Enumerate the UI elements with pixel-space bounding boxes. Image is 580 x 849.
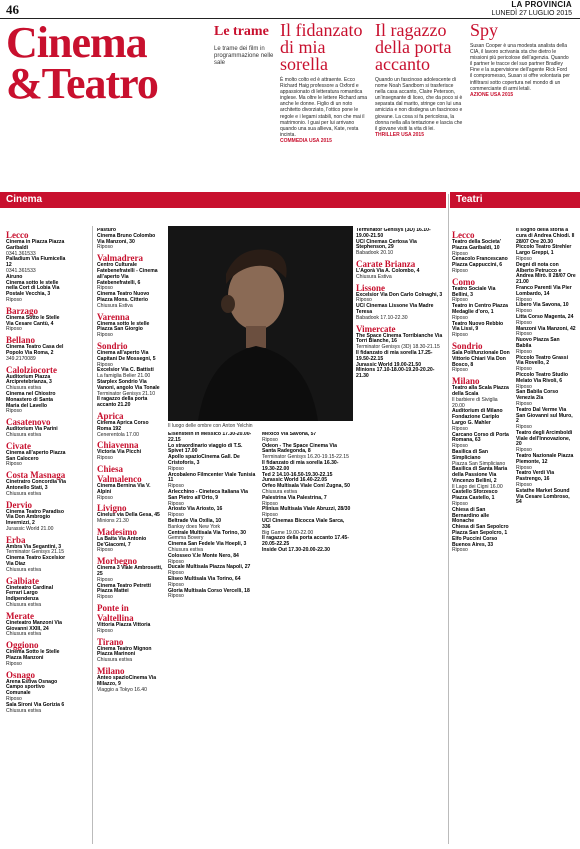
listing-column-3: [168, 432, 258, 842]
story-body: È molto colto ed è attraente. Ecco Richard Haig professore a Oxford e appassionato di letteratura romantica inglese. Ma oltre le lettere Richard ama anche le donne. Figlio di un noto architetto divorziato, l’ottico pone le regole e i legami stabili, non che mai il matrimonio. I guai per lui arrivano quando una sua allieva, Kate, resta incinta.: [280, 77, 367, 138]
city-heading: Milano: [452, 376, 480, 387]
venue-name: Cinema sotto le stelle Piazza San Giorgio: [97, 320, 150, 333]
venue-info: Riposo: [516, 447, 532, 454]
venue-info: Riposo: [356, 297, 372, 304]
venue-info: Terminator Genisys 16.20-19.15-22.15: [262, 454, 349, 461]
venue-name: Castello Sforzesco Piazza Castello, 1: [452, 489, 498, 502]
venue-name: Carcano Corso di Porta Romana, 63: [452, 431, 509, 444]
city-heading: Tirano: [97, 636, 124, 647]
venue-name: Eliseo Multisala Via Torino, 64: [168, 575, 241, 582]
venue-name: Beltrade Via Oxilia, 10: [168, 517, 222, 524]
venue-info: 349.2170089: [6, 355, 36, 362]
venue-name: Auditorium di Milano Fondazione Cariplo Largo G. Mahler: [452, 408, 503, 426]
venue-info: Riposo: [516, 255, 532, 262]
venue-name: Cinema Teatro Casa del Popolo Via Roma, 2: [6, 344, 64, 356]
venue-name: Teatro alla Scala Piazza della Scala: [452, 385, 509, 397]
venue-name: Centrale Multisala Via Torino, 30: [168, 529, 246, 536]
venue-name: Auditorium Piazza Arcipretebrianza, 3: [6, 373, 52, 386]
venue-name: Elfo Puccini Corso Buenos Aires, 33: [452, 535, 498, 548]
venue-info: Riposo: [452, 367, 468, 374]
venue-info: Chiusura estiva: [6, 707, 42, 714]
city-heading: Lissone: [356, 282, 386, 293]
venue-name: Cineteatro Cardinal Ferrari Largo Indipendenza: [6, 584, 53, 603]
venue-info: Chiusura estiva: [6, 385, 42, 392]
venue-name: Palladium Via Fiumicella 12: [6, 256, 66, 269]
venue-name: UCI Cinemas Lissone Via Madre Teresa: [356, 303, 434, 315]
city-heading: Chiavenna: [97, 440, 139, 451]
venue-name: Cinema Bruno Colombo Via Manzoni, 30: [97, 232, 156, 245]
city-heading: Aprica: [97, 410, 124, 421]
venue-name: Litta Corso Magenta, 24: [516, 313, 574, 320]
venue-info: Riposo: [516, 400, 532, 407]
venue-name: Gloria Multisala Corso Vercelli, 18: [168, 587, 250, 594]
venue-name: Ted 2 14.10-16.50-19.30-22.15: [262, 471, 333, 478]
city-heading: Carate Brianza: [356, 258, 416, 269]
venue-name: Jurassic World 16.40-22.05: [262, 477, 328, 484]
venue-name: Nuovo Piazza San Babila: [516, 337, 560, 349]
city-heading: Madesimo: [97, 526, 137, 537]
city-heading: Barzago: [6, 305, 38, 316]
city-heading: Morbegno: [97, 556, 137, 567]
city-heading: Lecco: [452, 230, 475, 240]
venue-info: Riposo: [97, 576, 113, 583]
issue-date: LUNEDÌ 27 LUGLIO 2015: [491, 10, 572, 17]
city-heading: Dervio: [6, 499, 32, 510]
venue-name: Ariosto Via Ariosto, 16: [168, 506, 223, 513]
venue-name: Eisenstein in Messico 17.30-20.00-22.15: [168, 432, 252, 443]
story-credit: COMMEDIA USA 2015: [280, 137, 332, 144]
venue-name: Piccolo Teatro Strehler Largo Greppi, 1: [516, 244, 572, 257]
venue-name: Cineteatro Manzoni Via Giovanni XXIII, 24: [6, 619, 62, 632]
story-credit: THRILLER USA 2015: [375, 131, 424, 138]
venue-info: Il Lago dei Cigni 16.00: [452, 483, 503, 490]
venue-name: Arcobaleno Filmcenter Viale Tunisia 11: [168, 471, 256, 484]
paper-name: LA PROVINCIA: [511, 0, 572, 9]
listing-column-4: [262, 432, 352, 842]
venue-name: Cinelux via Della Gesa, 45: [97, 512, 160, 519]
venue-name: Airuno: [6, 273, 23, 280]
venue-info: Chiusura estiva: [97, 657, 133, 664]
trame-blurb: Le trame dei film in programmazione nelle sale: [214, 46, 274, 66]
venue-name: Pasturo: [97, 228, 116, 233]
venue-name: Arena Estiva Osnago Campo sportivo Comunale: [6, 678, 58, 697]
venue-info: Riposo: [168, 593, 184, 600]
venue-name: Basilica di San Simpliciano: [452, 448, 488, 461]
city-heading: Galbiate: [6, 575, 39, 586]
venue-name: Teatro della Societa’ Piazza Garibaldi, 10: [452, 239, 501, 251]
venue-name: Excelsior Via Don Carlo Colnaghi, 3: [356, 291, 443, 298]
venue-info: Riposo: [516, 482, 532, 489]
venue-info: Riposo: [97, 361, 113, 368]
venue-info: Babadook 17.10-22.30: [356, 314, 408, 321]
venue-info: Chiusura estiva: [6, 631, 42, 638]
venue-name: Cinema sotto le stelle nella Cort di Lobia Via Postale Vecchia, 3: [6, 279, 60, 298]
venue-info: Riposo: [452, 547, 468, 554]
venue-name: Ducale Multisala Piazza Napoli, 27: [168, 564, 251, 571]
venue-name: Cinetratro Concordia Via Antonello Stati, 3: [6, 479, 66, 491]
film-photo: [168, 226, 353, 421]
venue-name: Franco Parenti Via Pier Lombardo, 14: [516, 284, 572, 297]
venue-name: La Baita Via Antonio De’Giacomi, 7: [97, 535, 147, 548]
photo-caption: Il luogo delle ombre con Anton Yelchin: [168, 423, 253, 429]
venue-name: Mexico Via Savona, 57: [262, 432, 317, 437]
venue-info: Chiusura estiva: [6, 490, 42, 497]
venue-name: Cinema Aprica Corso Roma 192: [97, 419, 149, 432]
city-heading: Costa Masnaga: [6, 470, 66, 481]
venue-info: Riposo: [6, 696, 22, 703]
venue-info: Riposo: [97, 547, 113, 554]
venue-info: Riposo: [97, 455, 113, 462]
venue-info: Riposo: [168, 465, 184, 472]
venue-info: Riposo: [97, 285, 113, 292]
story-body: Susan Cooper è una modesta analista della CIA, il lavoro scrivania sta che dietro le missioni più pericolose dell’agenzia. Quando il partner le tracce del suo partner Bradley Fine e la supervisione dell’agente Rick Ford il compromesso, Susan si offre volontaria per infiltrarsi sotto copertura nel mondo di un commerciante di armi letali.: [470, 43, 570, 92]
venue-info: Riposo: [6, 660, 22, 667]
venue-info: 0341.361533: [6, 267, 36, 274]
venue-info: Riposo: [516, 319, 532, 326]
venue-info: Riposo: [168, 558, 184, 565]
venue-name: Cinema Teatro Paradiso Via Don Ambrogio Invernizzi, 2: [6, 508, 64, 527]
listing-column-7: [516, 228, 576, 843]
venue-info: Riposo: [516, 331, 532, 338]
venue-name: Plinius Multisala Viale Abruzzi, 28/30: [262, 506, 351, 513]
venue-info: Riposo: [452, 297, 468, 304]
venue-info: Riposo: [97, 244, 113, 251]
venue-info: Riposo: [168, 500, 184, 507]
venue-name: Colosseo V.le Monte Nero, 84: [168, 552, 239, 559]
film-photo-art: [168, 226, 353, 421]
city-heading: Civate: [6, 440, 31, 451]
venue-name: Starplex Sondrio Via Vanoni, angolo Via Tonale: [97, 378, 160, 391]
city-heading: Milano: [97, 666, 125, 677]
venue-info: Viaggio a Tokyo 16.40: [97, 686, 147, 693]
city-heading: Lecco: [6, 230, 29, 240]
city-heading: Ponte in Valtellina: [97, 603, 134, 624]
venue-name: Cinema Teatro Petretti Piazza Mattei: [97, 582, 151, 595]
venue-name: Il fidanzato di mia sorella 17.25-19.50-22.15: [356, 349, 433, 362]
venue-info: Riposo: [6, 408, 22, 415]
venue-info: Riposo: [516, 424, 532, 431]
venue-info: Chiusura estiva: [168, 546, 204, 553]
venue-name: Piccolo Teatro Grassi Via Rovello, 2: [516, 354, 568, 367]
venue-info: Il barbiere di Siviglia 20.00: [452, 396, 498, 409]
masthead: [491, 1, 572, 18]
venue-name: Apollo spazioCinema Gall. De Cristoforis, 3: [168, 454, 240, 466]
venue-info: Minions 21.30: [97, 518, 129, 525]
venue-name: Arlecchino - Cineteca Italiana Via San Pietro all’Orto, 9: [168, 488, 249, 501]
venue-info: Riposo: [516, 464, 532, 471]
listing-column-2: [97, 228, 163, 843]
venue-info: Riposo: [452, 314, 468, 321]
venue-name: Victoria Via Picchi: [97, 449, 141, 456]
venue-info: Riposo: [516, 383, 532, 390]
venue-name: Ambra Via Segantini, 3: [6, 543, 62, 550]
venue-info: Riposo: [262, 436, 278, 443]
venue-name: Il sogno della storia a cura di Andrea Chiodi. Il 28/07 Ore 20.30: [516, 228, 575, 245]
city-heading: Como: [452, 276, 475, 287]
venue-info: Riposo: [168, 512, 184, 519]
city-heading: Bellano: [6, 335, 36, 346]
venue-name: Orfeo Multisala Viale Coni Zugna, 50: [262, 483, 350, 490]
venue-name: Cinema Teatro Mignon Piazza Marinoni: [97, 645, 152, 658]
venue-info: Chiusura Estiva: [356, 273, 392, 280]
venue-info: Banksy does New York: [168, 523, 221, 530]
venue-info: Chiusura estiva: [262, 488, 298, 495]
page-header: [0, 0, 580, 19]
venue-name: Lo straordinario viaggio di T.S. Spivet 17.00: [168, 442, 243, 455]
venue-info: 0341.361533: [6, 250, 36, 257]
story-title: Il fidanzato di mia sorella: [280, 20, 363, 74]
venue-name: Chiesa di San Sepolcro Piazza San Sepolcro, 1: [452, 524, 509, 537]
venue-info: Terminator Genisys 21.15: [6, 549, 65, 556]
city-heading: Chiesa Valmalenco: [97, 463, 142, 484]
section-title-line2: &Teatro: [6, 59, 158, 108]
listing-column-6: [452, 228, 510, 843]
venue-name: San Babila Corso Venezia 2/a: [516, 389, 559, 402]
city-heading: Sondrio: [97, 340, 128, 351]
venue-name: Minions 17.10-18.00-19.20-20.20-21.30: [356, 367, 435, 380]
cinema-band: Cinema: [0, 192, 446, 208]
trame-heading: Le trame: [214, 24, 269, 39]
venue-info: Chiusura Estiva: [97, 302, 133, 309]
venue-name: Il ragazzo della porta accanto 17.45-20.05-22.25: [262, 535, 349, 548]
venue-name: Chiesa di San Bernardino alle Monache: [452, 506, 490, 525]
venue-info: Riposo: [452, 332, 468, 339]
venue-name: Excelsior Via C. Battisti: [97, 367, 154, 374]
column-divider: [92, 226, 93, 844]
venue-info: Riposo: [516, 366, 532, 373]
venue-name: Teatro Sociale Via Bellini, 3: [452, 285, 496, 298]
venue-info: Piazza San Simpliciano: [452, 460, 506, 467]
venue-name: Terminator Genisys (3D) 16.10-19.00-21.50: [356, 228, 431, 239]
venue-name: Il fidanzato di mia sorella 16.30-19.30-22.00: [262, 459, 339, 472]
venue-name: Piccolo Teatro Studio Melato Via Rivoli, 6: [516, 371, 568, 384]
venue-name: Teatro Dal Verme Via San Giovanni sul Muro, 2: [516, 406, 573, 425]
venue-name: Cinema Bernina Via V. Alpini: [97, 482, 151, 495]
venue-name: Teatro in Centro Piazza Medaglie d’oro, 1: [452, 303, 508, 315]
venue-name: Cenacolo Francescano Piazza Cappuccini, 6: [452, 256, 508, 269]
venue-info: Jurassic World 21.00: [6, 525, 54, 532]
venue-name: Jurassic World 19.00-21.50: [356, 361, 422, 368]
venue-name: Sala Sironi Via Gorizia 6: [6, 701, 65, 708]
venue-name: Il ragazzo della porta accanto 21.20: [97, 396, 148, 409]
venue-name: Cinema all’aperto Piazza San Calocero: [6, 449, 66, 462]
column-divider: [448, 194, 449, 844]
venue-name: Inside Out 17.30-20.00-22.30: [262, 546, 330, 553]
venue-name: Palestrina Via Palestrina, 7: [262, 494, 327, 501]
story-2: [375, 22, 463, 138]
venue-name: Cinema nel Chiostro Monastero di Santa Maria del Lavello: [6, 390, 56, 409]
city-heading: Varenna: [97, 311, 130, 322]
venue-name: L’Agorà Via A. Colombo, 4: [356, 267, 420, 274]
venue-info: Riposo: [6, 326, 22, 333]
story-3: [470, 22, 570, 98]
listing-column-5: [356, 228, 444, 843]
page-number: 46: [6, 2, 19, 17]
venue-info: Riposo: [452, 443, 468, 450]
venue-name: Centro Culturale Fatebenefratelli - Cinema all’aperto Via Fatebenefratelli, 6: [97, 262, 158, 286]
city-heading: Casatenovo: [6, 417, 51, 428]
story-credit: AZIONE USA 2015: [470, 91, 514, 98]
venue-info: Riposo: [452, 501, 468, 508]
city-heading: Valmadrera: [97, 253, 143, 264]
venue-name: Odeon - The Space Cinema Via Santa Radegonda, 8: [262, 442, 337, 455]
venue-name: Cinema in Piazza Piazza Garibaldi: [6, 239, 65, 251]
venue-name: Basilica di Santa Maria della Passione Via Vincenzo Bellini, 2: [452, 466, 508, 484]
venue-name: Teatro Verdi Via Pastrengo, 16: [516, 470, 555, 483]
venue-name: Teatro Nuovo Rebbio Via Lissi, 9: [452, 320, 504, 333]
venue-info: Riposo: [516, 348, 532, 355]
venue-info: Riposo: [6, 461, 22, 468]
story-body: Quando un fascinoso adolescente di nome Noah Sandborn si trasferisce nella casa accanto, Claire Peterson, un’insegnante di liceo, che da poco si è separata dal marito, stringe con lui una amicizia e non disdegna un fascinoso e giovane. La cosa si fa pericolosa, la donna nella alla tentazione e lascia che il giovane visiti la vita di lei.: [375, 77, 463, 132]
city-heading: Sondrio: [452, 340, 483, 351]
city-heading: Livigno: [97, 503, 127, 514]
venue-info: Big Game 19.00-22.00: [262, 529, 314, 536]
venue-info: Gemma Bovery: [168, 535, 204, 542]
venue-name: Estathe Market Sound Via Cesare Lombroso, 54: [516, 487, 570, 506]
venue-name: Cinema San Fedele Via Hoepli, 3: [168, 541, 247, 548]
section-title: [6, 18, 158, 108]
story-title: Spy: [470, 20, 499, 40]
venue-name: Degni di nota con Alberto Petrucco e Andrea Mirò. Il 28/07 Ore 21.00: [516, 261, 576, 286]
city-heading: Oggiono: [6, 640, 39, 651]
venue-info: Chiusura estiva: [6, 566, 42, 573]
venue-info: Chiusura estiva: [6, 431, 42, 438]
venue-info: Riposo: [97, 494, 113, 501]
venue-info: Terminator Genisys 21.10: [97, 390, 156, 397]
venue-info: Riposo: [516, 308, 532, 315]
venue-name: Cinema Sotto le Stelle Via Cesare Cantù, 4: [6, 314, 60, 327]
venue-info: Riposo: [97, 627, 113, 634]
story-1: [280, 22, 368, 144]
venue-name: UCI Cinemas Certosa Via Stephenson, 29: [356, 238, 417, 251]
teatri-band: Teatri: [450, 192, 580, 208]
city-heading: Calolziocorte: [6, 364, 57, 375]
venue-info: Riposo: [6, 296, 22, 303]
venue-info: Riposo: [452, 425, 468, 432]
venue-info: Riposo: [97, 594, 113, 601]
venue-name: Anteo spazioCinema Via Milazzo, 9: [97, 675, 157, 687]
venue-name: Teatro Nazionale Piazza Piemonte, 12: [516, 453, 574, 465]
venue-info: Riposo: [452, 267, 468, 274]
venue-info: Babadook 20.10: [356, 250, 394, 257]
listing-column-1: [6, 228, 66, 843]
venue-info: Riposo: [97, 332, 113, 339]
venue-info: Chiusura estiva: [6, 602, 42, 609]
section-title-line1: Cinema: [6, 18, 147, 67]
venue-name: Cinema Teatro Nuovo Piazza Mons. Citterio: [97, 291, 150, 303]
venue-name: Teatro degli Arcimboldi Viale dell’Innovazione, 20: [516, 429, 573, 448]
venue-info: Riposo: [262, 512, 278, 519]
venue-name: Cinema Sotto le Stelle Piazza Manzoni: [6, 649, 60, 662]
venue-name: UCI Cinemas Bicocca Viale Sarca, 336: [262, 517, 345, 530]
city-heading: Vimercate: [356, 323, 396, 334]
venue-info: Riposo: [168, 570, 184, 577]
city-heading: Erba: [6, 534, 26, 545]
city-heading: Osnago: [6, 669, 36, 680]
venue-info: Riposo: [168, 581, 184, 588]
venue-info: Riposo: [516, 296, 532, 303]
venue-name: The Space Cinema Torribianche Via Torri Bianche, 16: [356, 332, 443, 345]
venue-name: Vittoria Piazza Vittoria: [97, 622, 151, 629]
venue-info: Riposo: [262, 500, 278, 507]
venue-info: Riposo: [168, 483, 184, 490]
venue-info: Terminator Genisys (3D) 18.30-21.15: [356, 344, 440, 351]
venue-name: Libero Via Savona, 10: [516, 302, 569, 309]
venue-info: La famiglia Belier 21.00: [97, 373, 151, 380]
story-title: Il ragazzo della porta accanto: [375, 20, 452, 74]
venue-name: Sala Polifunzionale Don Vittorio Chiari Via Don Bosco, 8: [452, 349, 510, 368]
venue-name: Cinema 3 Viale Ambrosetti, 25: [97, 565, 163, 578]
city-heading: Merate: [6, 610, 34, 621]
venue-name: Manzoni Via Manzoni, 42: [516, 325, 576, 332]
venue-info: Riposo: [452, 250, 468, 257]
venue-info: Cenerentola 17.00: [97, 431, 139, 438]
venue-name: Cinema Teatro Excelsior Via Diaz: [6, 555, 66, 568]
venue-name: Auditorium Via Parini: [6, 426, 58, 433]
venue-name: Cinema all’aperto Via Capitani De Mossegni, 5: [97, 349, 156, 362]
